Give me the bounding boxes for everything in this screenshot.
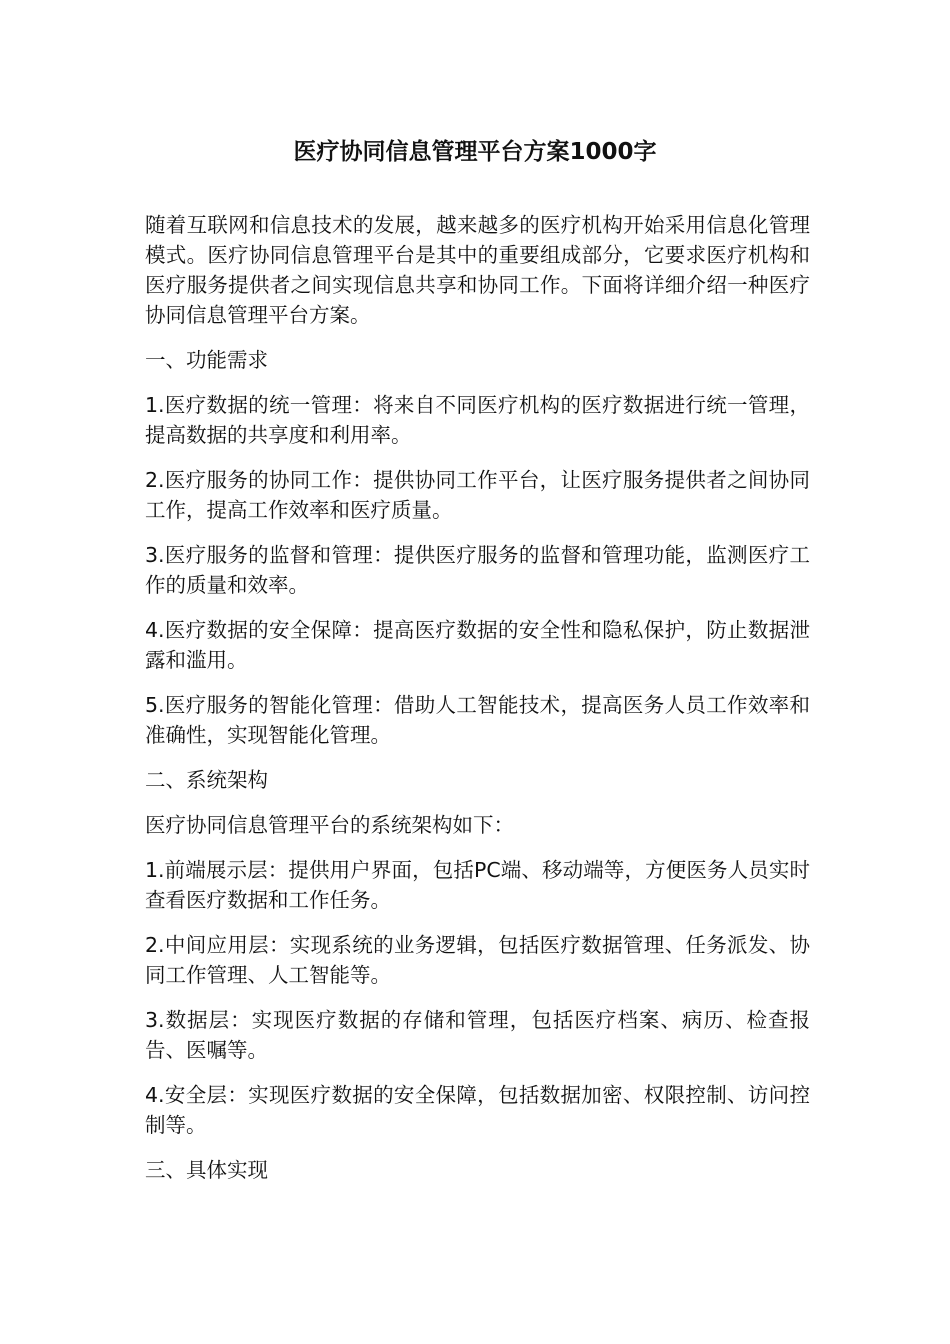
- section-heading-system-architecture: 二、系统架构: [145, 768, 268, 792]
- document-body: [145, 210, 810, 1200]
- intro-paragraph: 随着互联网和信息技术的发展，越来越多的医疗机构开始采用信息化管理模式。医疗协同信息管理平台是其中的重要组成部分，它要求医疗机构和医疗服务提供者之间实现信息共享和协同工作。下面将详细介绍一种医疗协同信息管理平台方案。: [145, 213, 810, 327]
- list-item: 5.医疗服务的智能化管理：借助人工智能技术，提高医务人员工作效率和准确性，实现智能化管理。: [145, 693, 810, 747]
- section-heading-function-requirements: 一、功能需求: [145, 348, 268, 372]
- list-item: 4.安全层：实现医疗数据的安全保障，包括数据加密、权限控制、访问控制等。: [145, 1083, 810, 1137]
- list-item: 2.医疗服务的协同工作：提供协同工作平台，让医疗服务提供者之间协同工作，提高工作效率和医疗质量。: [145, 468, 810, 522]
- document-title: 医疗协同信息管理平台方案1000字: [293, 139, 657, 165]
- list-item: 4.医疗数据的安全保障：提高医疗数据的安全性和隐私保护，防止数据泄露和滥用。: [145, 618, 810, 672]
- section-heading-implementation: 三、具体实现: [145, 1158, 268, 1182]
- list-item: 2.中间应用层：实现系统的业务逻辑，包括医疗数据管理、任务派发、协同工作管理、人工智能等。: [145, 933, 810, 987]
- list-item: 3.数据层：实现医疗数据的存储和管理，包括医疗档案、病历、检查报告、医嘱等。: [145, 1008, 810, 1062]
- list-item: 1.前端展示层：提供用户界面，包括PC端、移动端等，方便医务人员实时查看医疗数据和工作任务。: [145, 858, 810, 912]
- section-intro-paragraph: 医疗协同信息管理平台的系统架构如下：: [145, 813, 514, 837]
- list-item: 3.医疗服务的监督和管理：提供医疗服务的监督和管理功能，监测医疗工作的质量和效率。: [145, 543, 810, 597]
- list-item: 1.医疗数据的统一管理：将来自不同医疗机构的医疗数据进行统一管理，提高数据的共享度和利用率。: [145, 393, 810, 447]
